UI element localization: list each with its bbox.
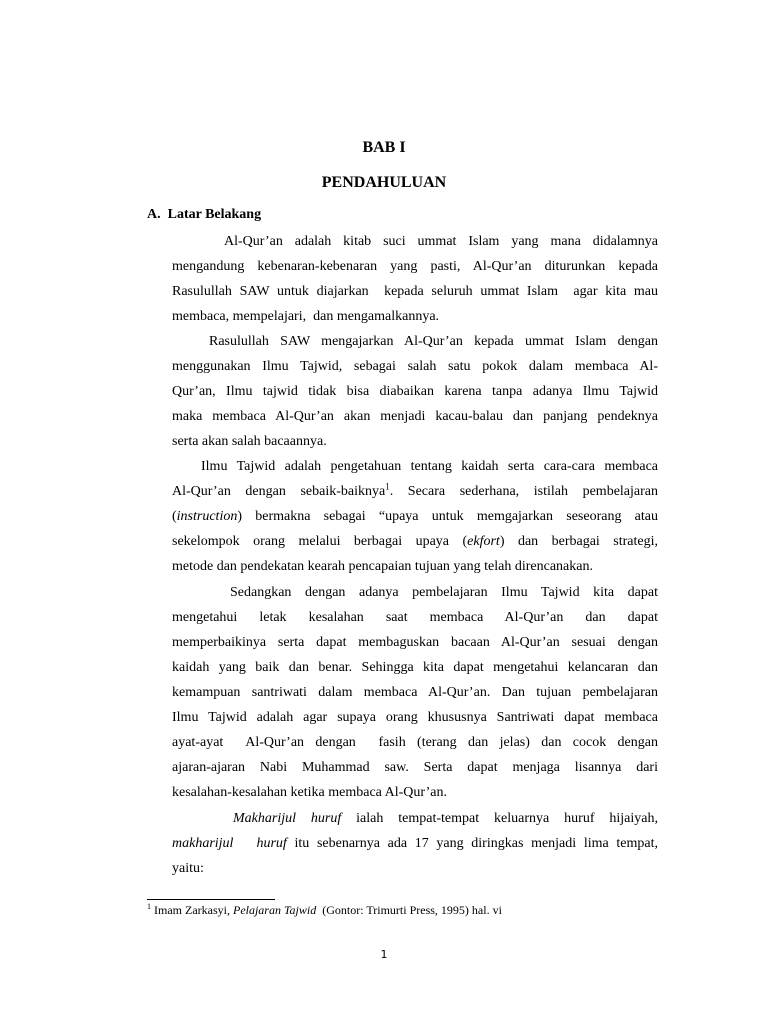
p3-line-2-text: Al-Qur’an dengan sebaik-baiknya bbox=[172, 484, 386, 499]
footnote-separator bbox=[147, 899, 275, 900]
p2-line-2: menggunakan Ilmu Tajwid, sebagai salah satu pokok dalam membaca Al- bbox=[172, 359, 658, 374]
p4-line-3: memperbaikinya serta dapat membaguskan bacaan Al-Qur’an sesuai dengan bbox=[172, 635, 658, 650]
p4-line-8: ajaran-ajaran Nabi Muhammad saw. Serta dapat menjaga lisannya dari bbox=[172, 760, 658, 775]
p4-line-4: kaidah yang baik dan benar. Sehingga kita dapat mengetahui kelancaran dan bbox=[172, 660, 658, 675]
footnote bbox=[147, 903, 502, 918]
footnote-author: Imam Zarkasyi, bbox=[151, 903, 233, 917]
footnote-title: Pelajaran Tajwid bbox=[232, 903, 317, 917]
p1-line-4: membaca, mempelajari, dan mengamalkannya. bbox=[172, 309, 440, 324]
term-ekfort: ekfort bbox=[467, 534, 500, 549]
page-number: 1 bbox=[380, 948, 388, 961]
section-heading: A. Latar Belakang bbox=[147, 207, 262, 222]
p1-line-2: mengandung kebenaran-kebenaran yang pasti, Al-Qur’an diturunkan kepada bbox=[172, 259, 658, 274]
p4-line-5: kemampuan santriwati dalam membaca Al-Qur’an. Dan tujuan pembelajaran bbox=[172, 685, 658, 700]
term-makharijul-huruf-2: makharijul huruf bbox=[172, 836, 287, 851]
p1-line-3: Rasulullah SAW untuk diajarkan kepada seluruh ummat Islam agar kita mau bbox=[172, 284, 658, 299]
p3-line-3-tail: ) bermakna sebagai “upaya untuk memgajarkan seseorang atau bbox=[237, 509, 658, 524]
footnote-marker: 1 bbox=[147, 902, 151, 911]
p5-line-2-tail: itu sebenarnya ada 17 yang diringkas menjadi lima tempat, bbox=[286, 836, 659, 851]
p5-line-2 bbox=[172, 835, 658, 853]
p2-line-4: maka membaca Al-Qur’an akan menjadi kacau-balau dan panjang pendeknya bbox=[172, 409, 658, 424]
open-paren: ( bbox=[172, 509, 177, 524]
chapter-number: BAB I bbox=[362, 139, 406, 156]
p3-line-5: metode dan pendekatan kearah pencapaian tujuan yang telah direncanakan. bbox=[172, 559, 593, 574]
p5-line-1 bbox=[233, 810, 658, 828]
term-makharijul-huruf: Makharijul huruf bbox=[233, 811, 342, 826]
footnote-publication: (Gontor: Trimurti Press, 1995) hal. vi bbox=[316, 903, 502, 917]
footnote-ref[interactable]: 1 bbox=[385, 481, 390, 492]
p3-line-2 bbox=[172, 483, 658, 501]
p4-line-1: Sedangkan dengan adanya pembelajaran Ilmu Tajwid kita dapat bbox=[230, 585, 658, 600]
p3-line-1: Ilmu Tajwid adalah pengetahuan tentang kaidah serta cara-cara membaca bbox=[201, 459, 658, 474]
p3-line-4 bbox=[172, 533, 658, 551]
term-instruction: instruction bbox=[176, 509, 238, 524]
p3-line-3 bbox=[172, 508, 658, 526]
p1-line-1: Al-Qur’an adalah kitab suci ummat Islam yang mana didalamnya bbox=[224, 234, 658, 249]
p4-line-6: Ilmu Tajwid adalah agar supaya orang khususnya Santriwati dapat membaca bbox=[172, 710, 658, 725]
p5-line-1-tail: ialah tempat-tempat keluarnya huruf hijaiyah, bbox=[341, 811, 658, 826]
p4-line-9: kesalahan-kesalahan ketika membaca Al-Qur’an. bbox=[172, 785, 447, 800]
p5-line-3: yaitu: bbox=[172, 861, 204, 876]
p4-line-2: mengetahui letak kesalahan saat membaca Al-Qur’an dan dapat bbox=[172, 610, 658, 625]
p2-line-5: serta akan salah bacaannya. bbox=[172, 434, 327, 449]
p4-line-7: ayat-ayat Al-Qur’an dengan fasih (terang dan jelas) dan cocok dengan bbox=[172, 735, 658, 750]
p3-line-2-tail: . Secara sederhana, istilah pembelajaran bbox=[389, 484, 658, 499]
p2-line-3: Qur’an, Ilmu tajwid tidak bisa diabaikan karena tanpa adanya Ilmu Tajwid bbox=[172, 384, 658, 399]
p2-line-1: Rasulullah SAW mengajarkan Al-Qur’an kepada ummat Islam dengan bbox=[209, 334, 658, 349]
p3-line-4-head: sekelompok orang melalui berbagai upaya ( bbox=[172, 534, 468, 549]
p3-line-4-tail: ) dan berbagai strategi, bbox=[499, 534, 658, 549]
chapter-title: PENDAHULUAN bbox=[321, 174, 447, 191]
